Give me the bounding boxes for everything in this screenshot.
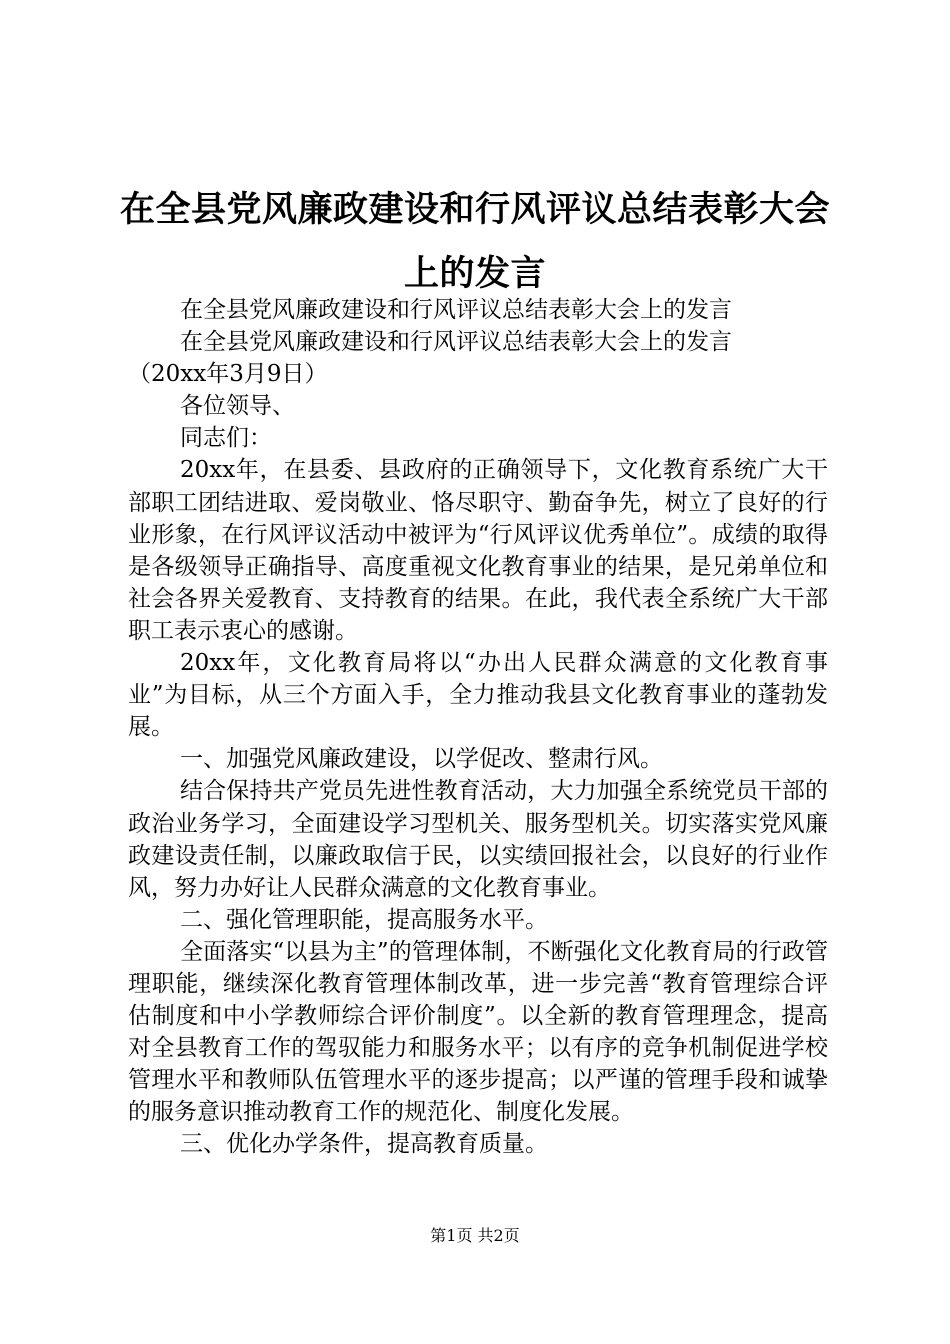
section-heading: 三、优化办学条件，提高教育质量。 — [180, 1131, 548, 1158]
title-line-1: 在全县党风廉政建设和行风评议总结表彰大会 — [119, 190, 830, 230]
title-line-2: 上的发言 — [403, 254, 546, 294]
paragraph-text: 20xx年，文化教育局将以“办出人民群众满意的文化教育事业”为目标，从三个方面入手，全力推动我县文化教育事业的蓬勃发展。 — [128, 650, 828, 741]
section-heading: 二、强化管理职能，提高服务水平。 — [180, 906, 548, 933]
document-body — [128, 294, 828, 1161]
section-heading: 一、加强党风廉政建设，以学促改、整肃行风。 — [180, 746, 663, 773]
paragraph-heading-repeat: 在全县党风廉政建设和行风评议总结表彰大会上的发言 — [180, 297, 732, 323]
paragraph-heading-repeat: 在全县党风廉政建设和行风评议总结表彰大会上的发言 — [180, 329, 732, 356]
page-footer: 第1页 共2页 — [430, 1226, 520, 1245]
paragraph-salutation: 各位领导、 — [180, 393, 295, 420]
paragraph-salutation: 同志们： — [180, 425, 272, 452]
paragraph-text: 结合保持共产党员先进性教育活动，大力加强全系统党员干部的政治业务学习，全面建设学习型机关、服务型机关。切实落实党风廉政建设责任制，以廉政取信于民，以实绩回报社会，以良好的行业作风，努力办好让人民群众满意的文化教育事业。 — [128, 778, 828, 901]
paragraph-date: （20xx年3月9日） — [128, 361, 328, 388]
paragraph-text: 全面落实“以县为主”的管理体制，不断强化文化教育局的行政管理职能，继续深化教育管理体制改革，进一步完善“教育管理综合评估制度和中小学教师综合评价制度”。以全新的教育管理理念，提高对全县教育工作的驾驭能力和服务水平；以有序的竞争机制促进学校管理水平和教师队伍管理水平的逐步提高；以严谨的管理手段和诚挚的服务意识推动教育工作的规范化、制度化发展。 — [128, 938, 828, 1126]
paragraph-text: 20xx年，在县委、县政府的正确领导下，文化教育系统广大干部职工团结进取、爱岗敬业、恪尽职守、勤奋争先，树立了良好的行业形象，在行风评议活动中被评为“行风评议优秀单位”。成绩的取得是各级领导正确指导、高度重视文化教育事业的结果，是兄弟单位和社会各界关爱教育、支持教育的结果。在此，我代表全系统广大干部职工表示衷心的感谢。 — [128, 457, 828, 644]
document-title — [100, 178, 850, 306]
